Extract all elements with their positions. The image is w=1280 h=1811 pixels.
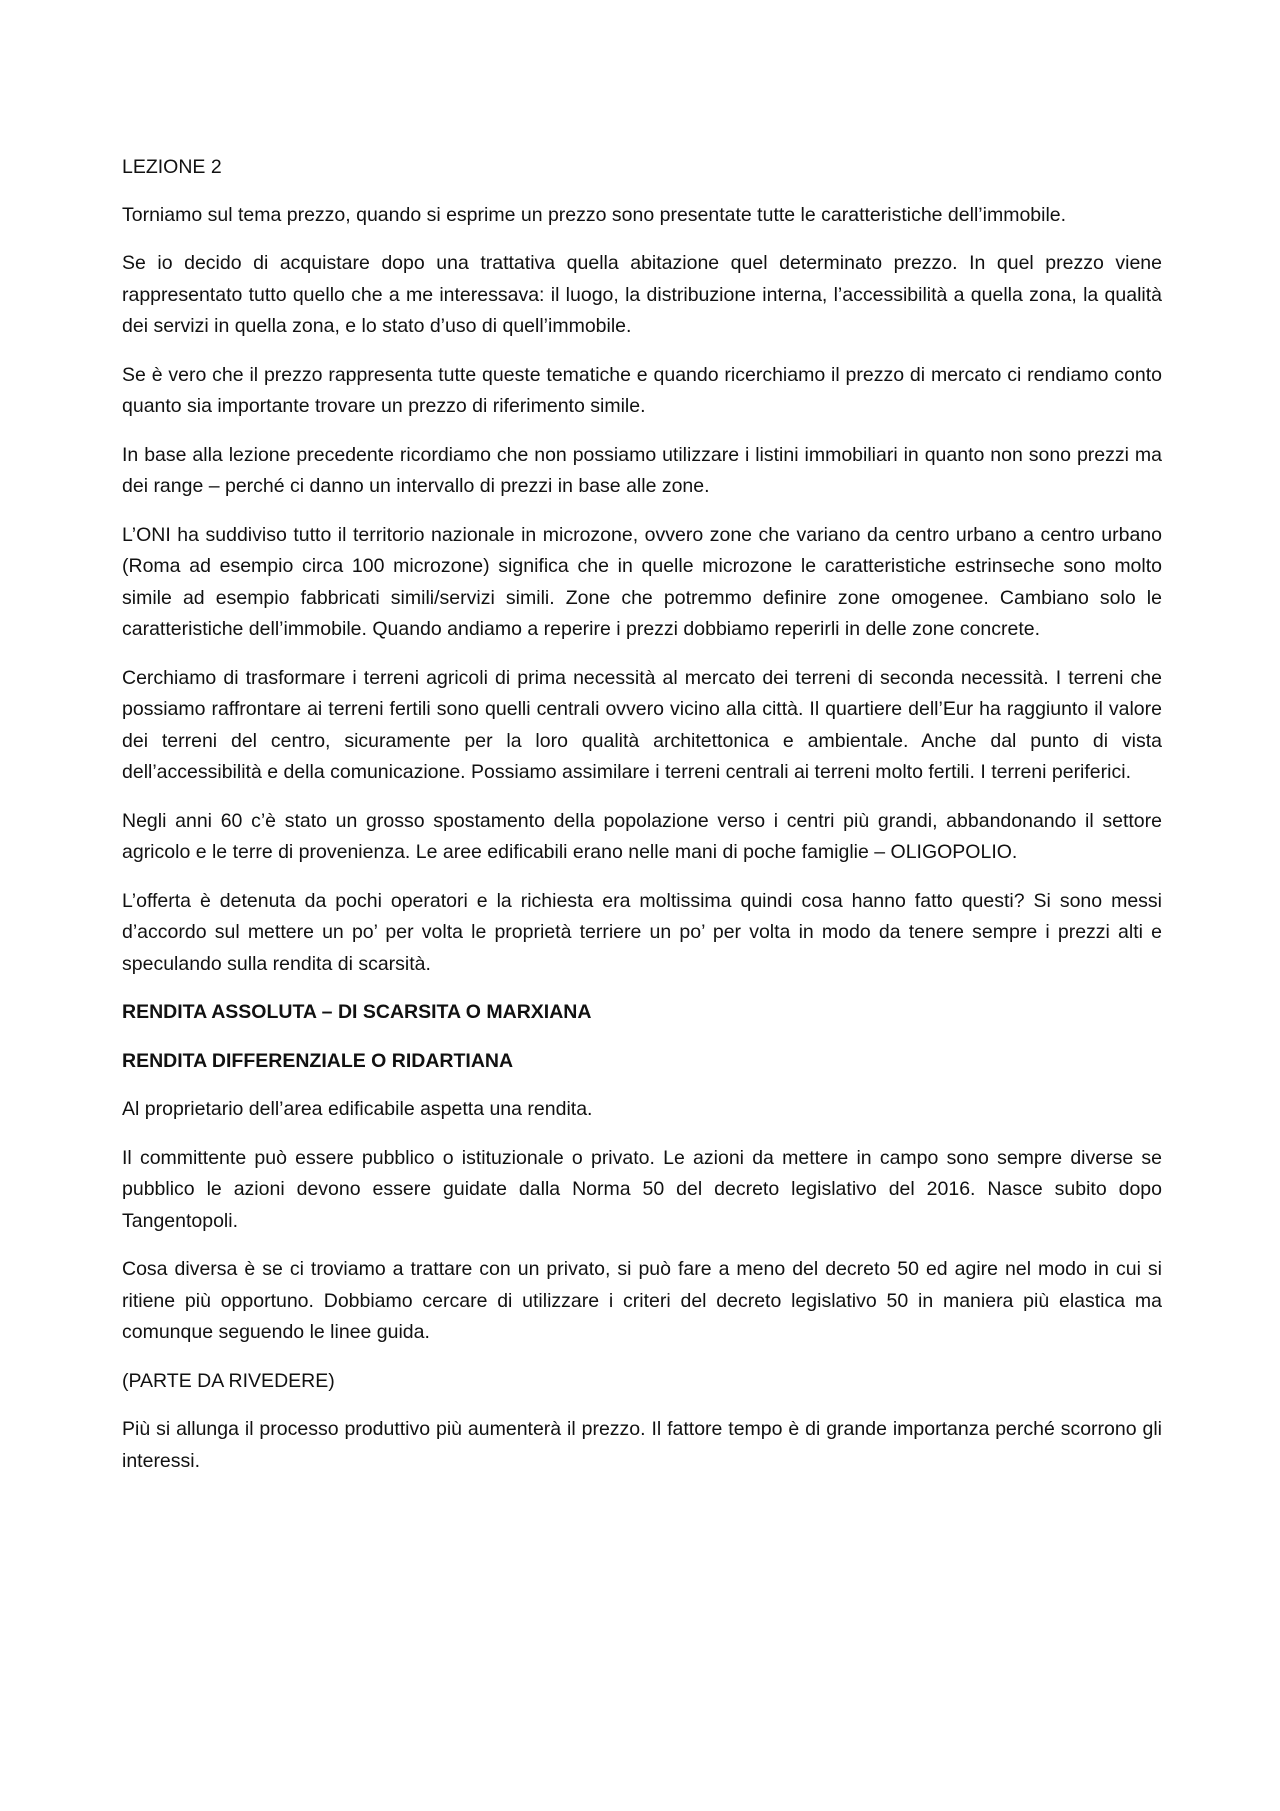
paragraph-land-transformation: Cerchiamo di trasformare i terreni agricoli di prima necessità al mercato dei terreni di seconda necessità. I terreni che possiamo raffrontare ai terreni fertili sono quelli centrali ovvero vicino alla città. Il quartiere dell’Eur ha raggiunto il valore dei terreni del centro, sicuramente per la loro qualità architettonica e ambientale. Anche dal punto di vista dell’accessibilità e della comunicazione. Possiamo assimilare i terreni centrali ai terreni molto fertili. I terreni periferici. xyxy=(122,666,1162,783)
paragraph-price-topic: Torniamo sul tema prezzo, quando si esprime un prezzo sono presentate tutte le caratteristiche dell’immobile. xyxy=(122,203,1067,226)
paragraph-microzones: L’ONI ha suddiviso tutto il territorio nazionale in microzone, ovvero zone che variano da centro urbano a centro urbano (Roma ad esempio circa 100 microzone) significa che in quelle microzone le caratteristiche estrinseche sono molto simile ad esempio fabbricati simili/servizi simili. Zone che potremmo definire zone omogenee. Cambiano solo le caratteristiche dell’immobile. Quando andiamo a reperire i prezzi dobbiamo reperirli in delle zone concrete. xyxy=(122,523,1162,640)
heading-differential-rent: RENDITA DIFFERENZIALE O RIDARTIANA xyxy=(122,1049,514,1072)
paragraph-owner-rent: Al proprietario dell’area edificabile aspetta una rendita. xyxy=(122,1098,593,1120)
paragraph-private-client: Cosa diversa è se ci troviamo a trattare con un privato, si può fare a meno del decreto 50 ed agire nel modo in cui si ritiene più opportuno. Dobbiamo cercare di utilizzare i criteri del decreto legislativo 50 in maniera più elastica ma comunque seguendo le linee guida. xyxy=(122,1258,1162,1343)
heading-absolute-rent: RENDITA ASSOLUTA – DI SCARSITA O MARXIANA xyxy=(122,1001,592,1023)
document-page xyxy=(122,152,1162,1494)
paragraph-scarcity-rent: L’offerta è detenuta da pochi operatori e la richiesta era moltissima quindi cosa hanno fatto questi? Si sono messi d’accordo sul mettere un po’ per volta le proprietà terriere un po’ per volta in modo da tenere sempre i prezzi alti e speculando sulla rendita di scarsità. xyxy=(122,889,1162,975)
paragraph-review-note: (PARTE DA RIVEDERE) xyxy=(122,1369,335,1392)
paragraph-purchase-decision: Se io decido di acquistare dopo una trattativa quella abitazione quel determinato prezzo. In quel prezzo viene rappresentato tutto quello che a me interessava: il luogo, la distribuzione interna, l’accessibilità a quella zona, la qualità dei servizi in quella zona, e lo stato d’uso di quell’immobile. xyxy=(122,252,1162,337)
lesson-title: LEZIONE 2 xyxy=(122,156,222,178)
paragraph-time-factor: Più si allunga il processo produttivo più aumenterà il prezzo. Il fattore tempo è di grande importanza perché scorrono gli interessi. xyxy=(122,1418,1162,1472)
paragraph-client-types: Il committente può essere pubblico o istituzionale o privato. Le azioni da mettere in campo sono sempre diverse se pubblico le azioni devono essere guidate dalla Norma 50 del decreto legislativo del 2016. Nasce subito dopo Tangentopoli. xyxy=(122,1146,1162,1232)
paragraph-price-lists: In base alla lezione precedente ricordiamo che non possiamo utilizzare i listini immobiliari in quanto non sono prezzi ma dei range – perché ci danno un intervallo di prezzi in base alle zone. xyxy=(122,443,1162,497)
paragraph-market-price: Se è vero che il prezzo rappresenta tutte queste tematiche e quando ricerchiamo il prezzo di mercato ci rendiamo conto quanto sia importante trovare un prezzo di riferimento simile. xyxy=(122,363,1162,417)
paragraph-population-shift: Negli anni 60 c’è stato un grosso spostamento della popolazione verso i centri più grandi, abbandonando il settore agricolo e le terre di provenienza. Le aree edificabili erano nelle mani di poche famiglie – OLIGOPOLIO. xyxy=(122,809,1162,863)
